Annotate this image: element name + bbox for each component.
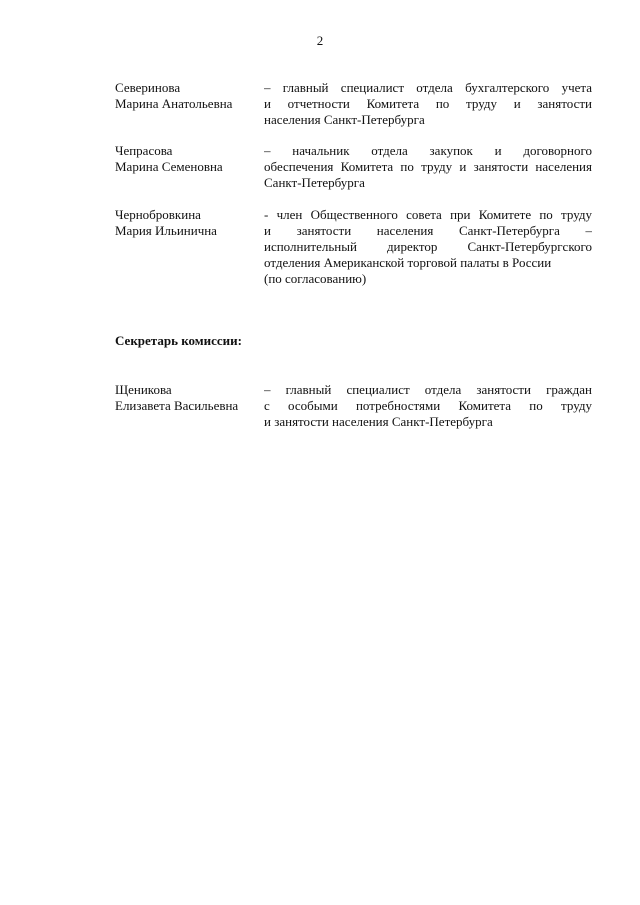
secretary-surname: Щеникова <box>115 382 172 397</box>
member-surname: Северинова <box>115 80 181 95</box>
role-line: и отчетности Комитета по труду и занятости <box>264 96 592 111</box>
member-role <box>264 207 592 287</box>
secretary-role <box>264 382 592 430</box>
member-name <box>115 207 255 239</box>
role-line: и занятости населения Санкт-Петербурга – <box>264 223 592 238</box>
role-line: отделения Американской торговой палаты в России <box>264 255 552 270</box>
member-given-names: Марина Семеновна <box>115 159 223 174</box>
member-role <box>264 143 592 191</box>
secretary-given-names: Елизавета Васильевна <box>115 398 239 413</box>
member-name <box>115 80 255 112</box>
member-given-names: Марина Анатольевна <box>115 96 233 111</box>
role-line: и занятости населения Санкт-Петербурга <box>264 414 493 429</box>
role-line: населения Санкт-Петербурга <box>264 112 425 127</box>
role-line: (по согласованию) <box>264 271 367 286</box>
role-line: Санкт-Петербурга <box>264 175 365 190</box>
role-line: – главный специалист отдела бухгалтерского учета <box>264 80 592 95</box>
role-line: исполнительный директор Санкт-Петербургского <box>264 239 592 254</box>
member-role <box>264 80 592 128</box>
member-given-names: Мария Ильинична <box>115 223 217 238</box>
role-line: обеспечения Комитета по труду и занятости населения <box>264 159 592 174</box>
secretary-name <box>115 382 255 414</box>
role-line: – главный специалист отдела занятости граждан <box>264 382 592 397</box>
role-line: с особыми потребностями Комитета по труду <box>264 398 592 413</box>
member-name <box>115 143 255 175</box>
role-line: - член Общественного совета при Комитете по труду <box>264 207 592 222</box>
role-line: – начальник отдела закупок и договорного <box>264 143 592 158</box>
member-surname: Чернобровкина <box>115 207 201 222</box>
secretary-heading: Секретарь комиссии: <box>115 333 242 348</box>
member-surname: Чепрасова <box>115 143 173 158</box>
page-number: 2 <box>316 33 324 48</box>
